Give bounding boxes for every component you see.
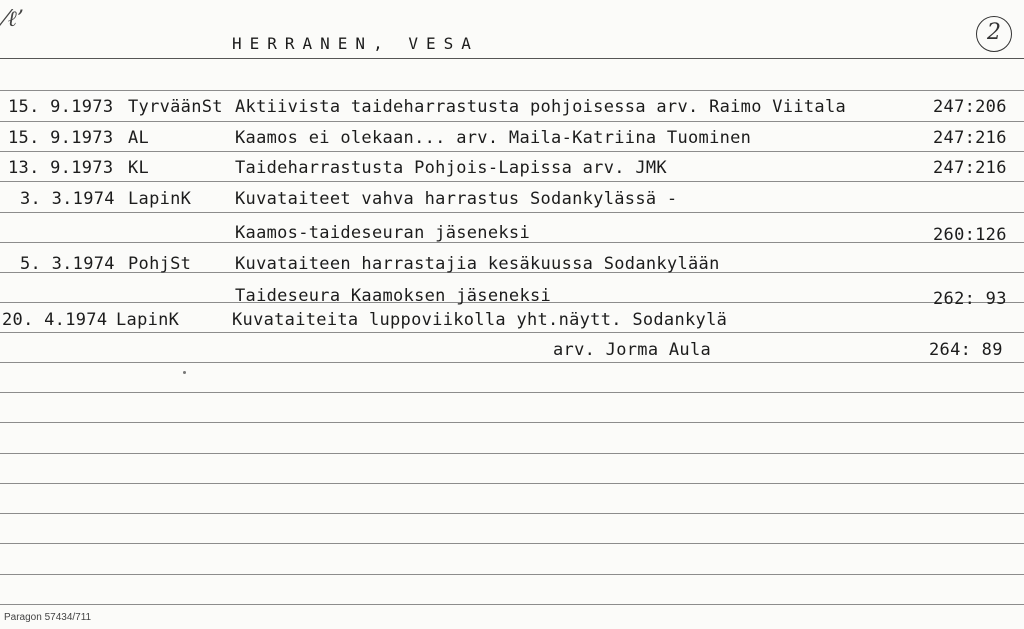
rule-line (0, 604, 1024, 605)
entry-title-continuation: Taideseura Kaamoksen jäseneksi (235, 286, 552, 306)
entry-source: TyrväänSt (128, 97, 223, 117)
entry-source: KL (128, 158, 150, 178)
entry-source: AL (128, 128, 150, 148)
rule-line (0, 362, 1024, 363)
entry-date: 20. 4.1974 (2, 310, 108, 330)
card-heading: HERRANEN, VESA (232, 34, 479, 53)
entry-title: Kuvataiteita luppoviikolla yht.näytt. Sodankylä (232, 310, 728, 330)
rule-line (0, 181, 1024, 182)
entry-date: 13. 9.1973 (8, 158, 114, 178)
entry-title: Kaamos ei olekaan... arv. Maila-Katriina Tuominen (235, 128, 752, 148)
entry-title: Kuvataiteen harrastajia kesäkuussa Sodankylään (235, 254, 720, 274)
entry-ref: 260:126 (933, 225, 1007, 245)
rule-line (0, 453, 1024, 454)
entry-title-continuation: arv. Jorma Aula (553, 340, 712, 360)
entry-title: Taideharrastusta Pohjois-Lapissa arv. JMK (235, 158, 667, 178)
rule-line (0, 332, 1024, 333)
page-number-circle: 2 (976, 16, 1012, 52)
rule-line (0, 513, 1024, 514)
rule-line (0, 151, 1024, 152)
rule-line (0, 392, 1024, 393)
rule-line (0, 574, 1024, 575)
entry-ref: 264: 89 (929, 340, 1003, 360)
rule-line (0, 483, 1024, 484)
entry-ref: 262: 93 (933, 289, 1007, 309)
entry-ref: 247:216 (933, 128, 1007, 148)
rule-line (0, 212, 1024, 213)
rule-line (0, 58, 1024, 59)
card-printer-footer: Paragon 57434/711 (4, 612, 92, 623)
entry-date: 3. 3.1974 (20, 189, 115, 209)
ink-speck (183, 371, 186, 374)
rule-line (0, 90, 1024, 91)
entry-ref: 247:206 (933, 97, 1007, 117)
entry-title: Aktiivista taideharrastusta pohjoisessa arv. Raimo Viitala (235, 97, 847, 117)
entry-date: 15. 9.1973 (8, 97, 114, 117)
rule-line (0, 543, 1024, 544)
handwritten-corner-mark: ⁄ℓ’ (4, 7, 24, 32)
entry-source: LapinK (116, 310, 180, 330)
entry-date: 5. 3.1974 (20, 254, 115, 274)
entry-ref: 247:216 (933, 158, 1007, 178)
entry-source: PohjSt (128, 254, 192, 274)
entry-date: 15. 9.1973 (8, 128, 114, 148)
entry-source: LapinK (128, 189, 192, 209)
rule-line (0, 121, 1024, 122)
entry-title: Kuvataiteet vahva harrastus Sodankylässä - (235, 189, 678, 209)
rule-line (0, 422, 1024, 423)
entry-title-continuation: Kaamos-taideseuran jäseneksi (235, 223, 530, 243)
